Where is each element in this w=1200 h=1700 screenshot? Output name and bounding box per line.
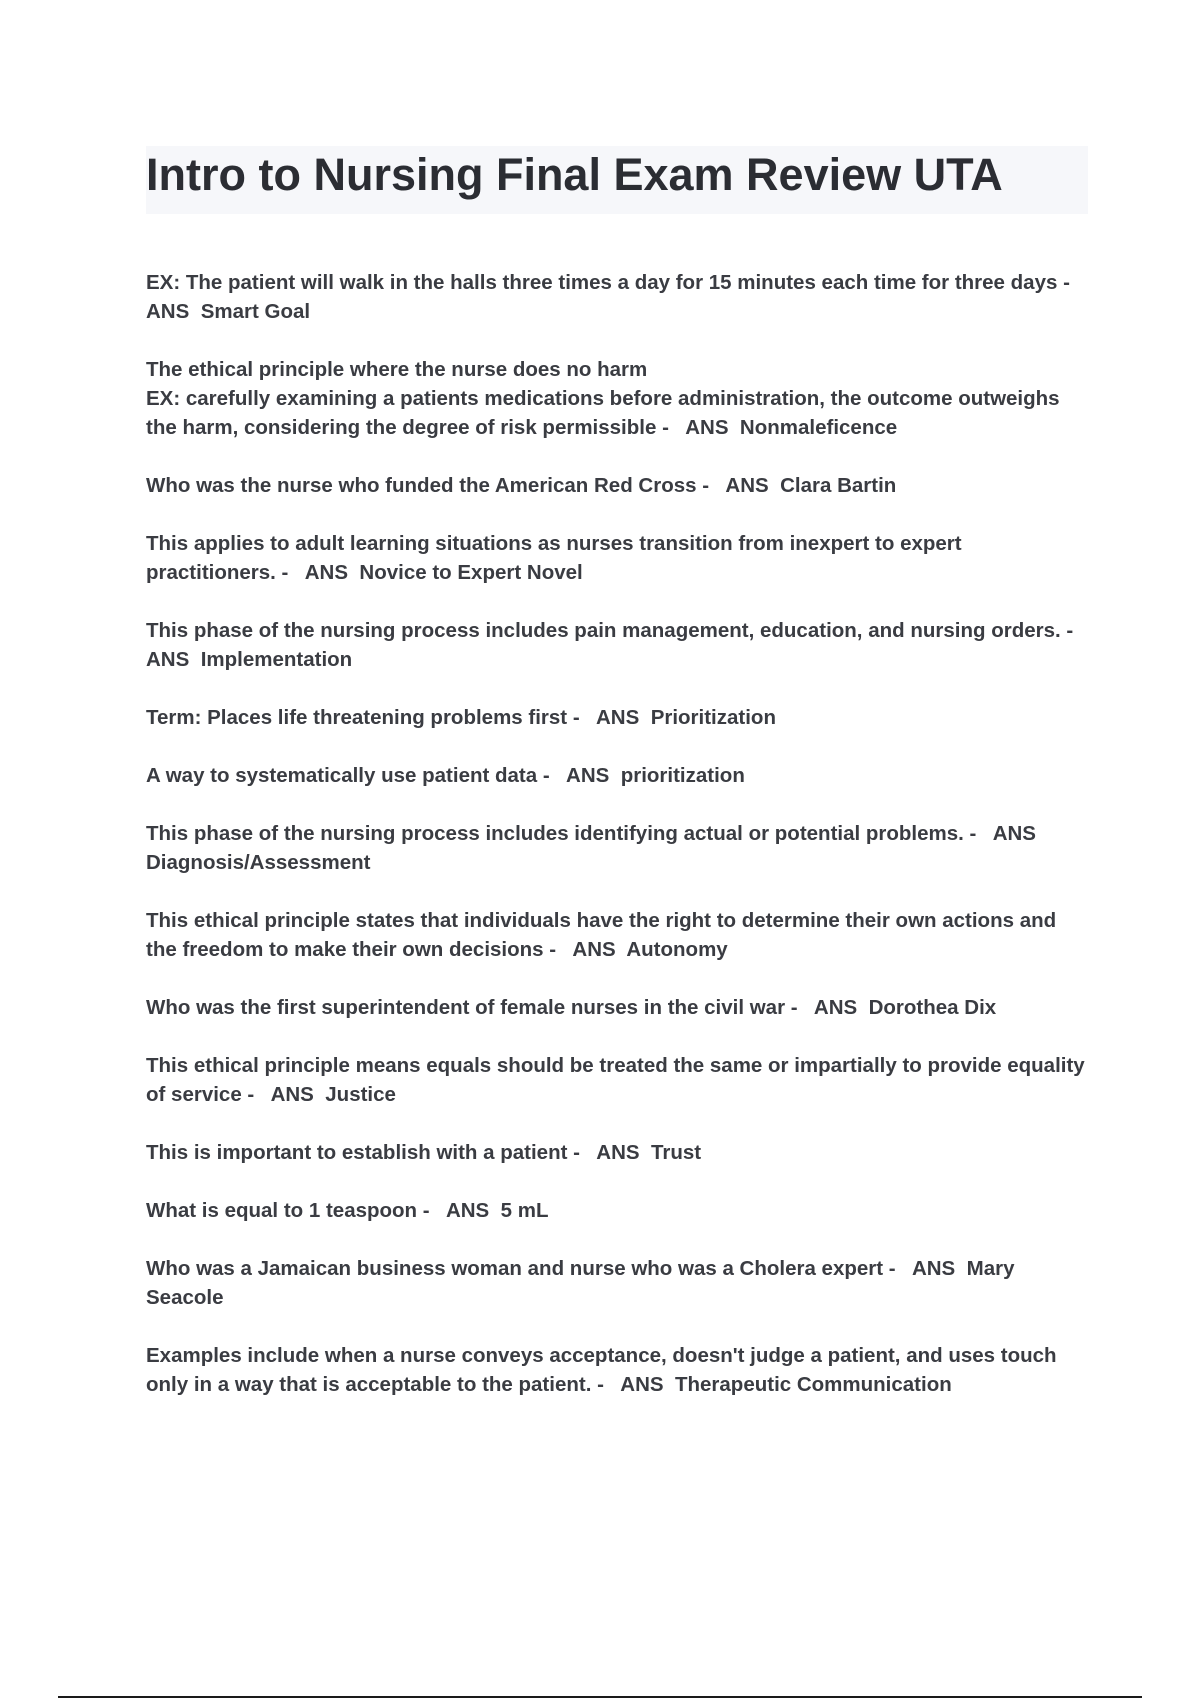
question-text: This ethical principle states that individuals have the right to determine their own actions and the freedom to make their own decisions - bbox=[146, 909, 1062, 961]
title-banner bbox=[146, 146, 1088, 214]
answer-text: 5 mL bbox=[500, 1199, 549, 1222]
question-text: Who was the nurse who funded the American Red Cross - bbox=[146, 474, 710, 497]
answer-text: Trust bbox=[651, 1141, 702, 1164]
answer-text: Autonomy bbox=[626, 938, 728, 961]
qa-item bbox=[146, 1138, 1086, 1167]
question-text: Who was a Jamaican business woman and nurse who was a Cholera expert - bbox=[146, 1257, 896, 1280]
answer-label: ANS bbox=[992, 822, 1036, 845]
answer-text: Justice bbox=[325, 1083, 396, 1106]
question-text: Term: Places life threatening problems first - bbox=[146, 706, 580, 729]
question-text: This phase of the nursing process includes pain management, education, and nursing orders. - bbox=[146, 619, 1074, 642]
answer-text: Prioritization bbox=[650, 706, 776, 729]
qa-item bbox=[146, 616, 1086, 674]
answer-text: Dorothea Dix bbox=[868, 996, 997, 1019]
qa-item bbox=[146, 1051, 1091, 1109]
question-text: Who was the first superintendent of female nurses in the civil war - bbox=[146, 996, 798, 1019]
qa-item bbox=[146, 1254, 1086, 1312]
answer-label: ANS bbox=[146, 648, 190, 671]
answer-label: ANS bbox=[304, 561, 349, 584]
question-text: This applies to adult learning situations as nurses transition from inexpert to expert practitioners. - bbox=[146, 532, 968, 584]
question-text: The ethical principle where the nurse does no harm EX: carefully examining a patients medications before administration, the outcome outweighs the harm, considering the degree of risk permissible - bbox=[146, 358, 1060, 439]
question-text: Examples include when a nurse conveys acceptance, doesn't judge a patient, and uses touch only in a way that is acceptable to the patient. - bbox=[146, 1344, 1063, 1396]
qa-item bbox=[146, 761, 1086, 790]
question-text: This is important to establish with a patient - bbox=[146, 1141, 580, 1164]
qa-item bbox=[146, 819, 1086, 877]
qa-item bbox=[146, 355, 1086, 442]
answer-label: ANS bbox=[813, 996, 858, 1019]
question-text: EX: The patient will walk in the halls three times a day for 15 minutes each time for three days - bbox=[146, 271, 1070, 294]
answer-text: Diagnosis/Assessment bbox=[146, 851, 371, 874]
answer-label: ANS bbox=[572, 938, 616, 961]
qa-item bbox=[146, 1341, 1086, 1399]
answer-text: Clara Bartin bbox=[780, 474, 897, 497]
footer-divider bbox=[58, 1696, 1142, 1698]
answer-text: Mary Seacole bbox=[146, 1257, 1021, 1309]
qa-item bbox=[146, 529, 1086, 587]
answer-text: Nonmaleficence bbox=[739, 416, 898, 439]
answer-label: ANS bbox=[445, 1199, 490, 1222]
answer-text: Implementation bbox=[200, 648, 353, 671]
answer-text: prioritization bbox=[620, 764, 745, 787]
qa-item bbox=[146, 1196, 1086, 1225]
qa-item bbox=[146, 268, 1086, 326]
question-text: This ethical principle means equals should be treated the same or impartially to provide equality of service - bbox=[146, 1054, 1091, 1106]
question-text: This phase of the nursing process includes identifying actual or potential problems. - bbox=[146, 822, 977, 845]
answer-text: Novice to Expert Novel bbox=[359, 561, 583, 584]
answer-label: ANS bbox=[911, 1257, 956, 1280]
answer-text: Smart Goal bbox=[200, 300, 311, 323]
qa-item bbox=[146, 906, 1086, 964]
answer-label: ANS bbox=[596, 1141, 640, 1164]
answer-label: ANS bbox=[620, 1373, 664, 1396]
answer-label: ANS bbox=[146, 300, 190, 323]
answer-label: ANS bbox=[725, 474, 769, 497]
qa-item bbox=[146, 703, 1086, 732]
answer-label: ANS bbox=[595, 706, 640, 729]
qa-item bbox=[146, 471, 1086, 500]
document-title: Intro to Nursing Final Exam Review UTA bbox=[146, 149, 1003, 200]
qa-list bbox=[146, 268, 1091, 1428]
qa-item bbox=[146, 993, 1086, 1022]
answer-label: ANS bbox=[566, 764, 610, 787]
question-text: What is equal to 1 teaspoon - bbox=[146, 1199, 430, 1222]
answer-text: Therapeutic Communication bbox=[674, 1373, 952, 1396]
answer-label: ANS bbox=[685, 416, 729, 439]
question-text: A way to systematically use patient data - bbox=[146, 764, 550, 787]
answer-label: ANS bbox=[270, 1083, 314, 1106]
